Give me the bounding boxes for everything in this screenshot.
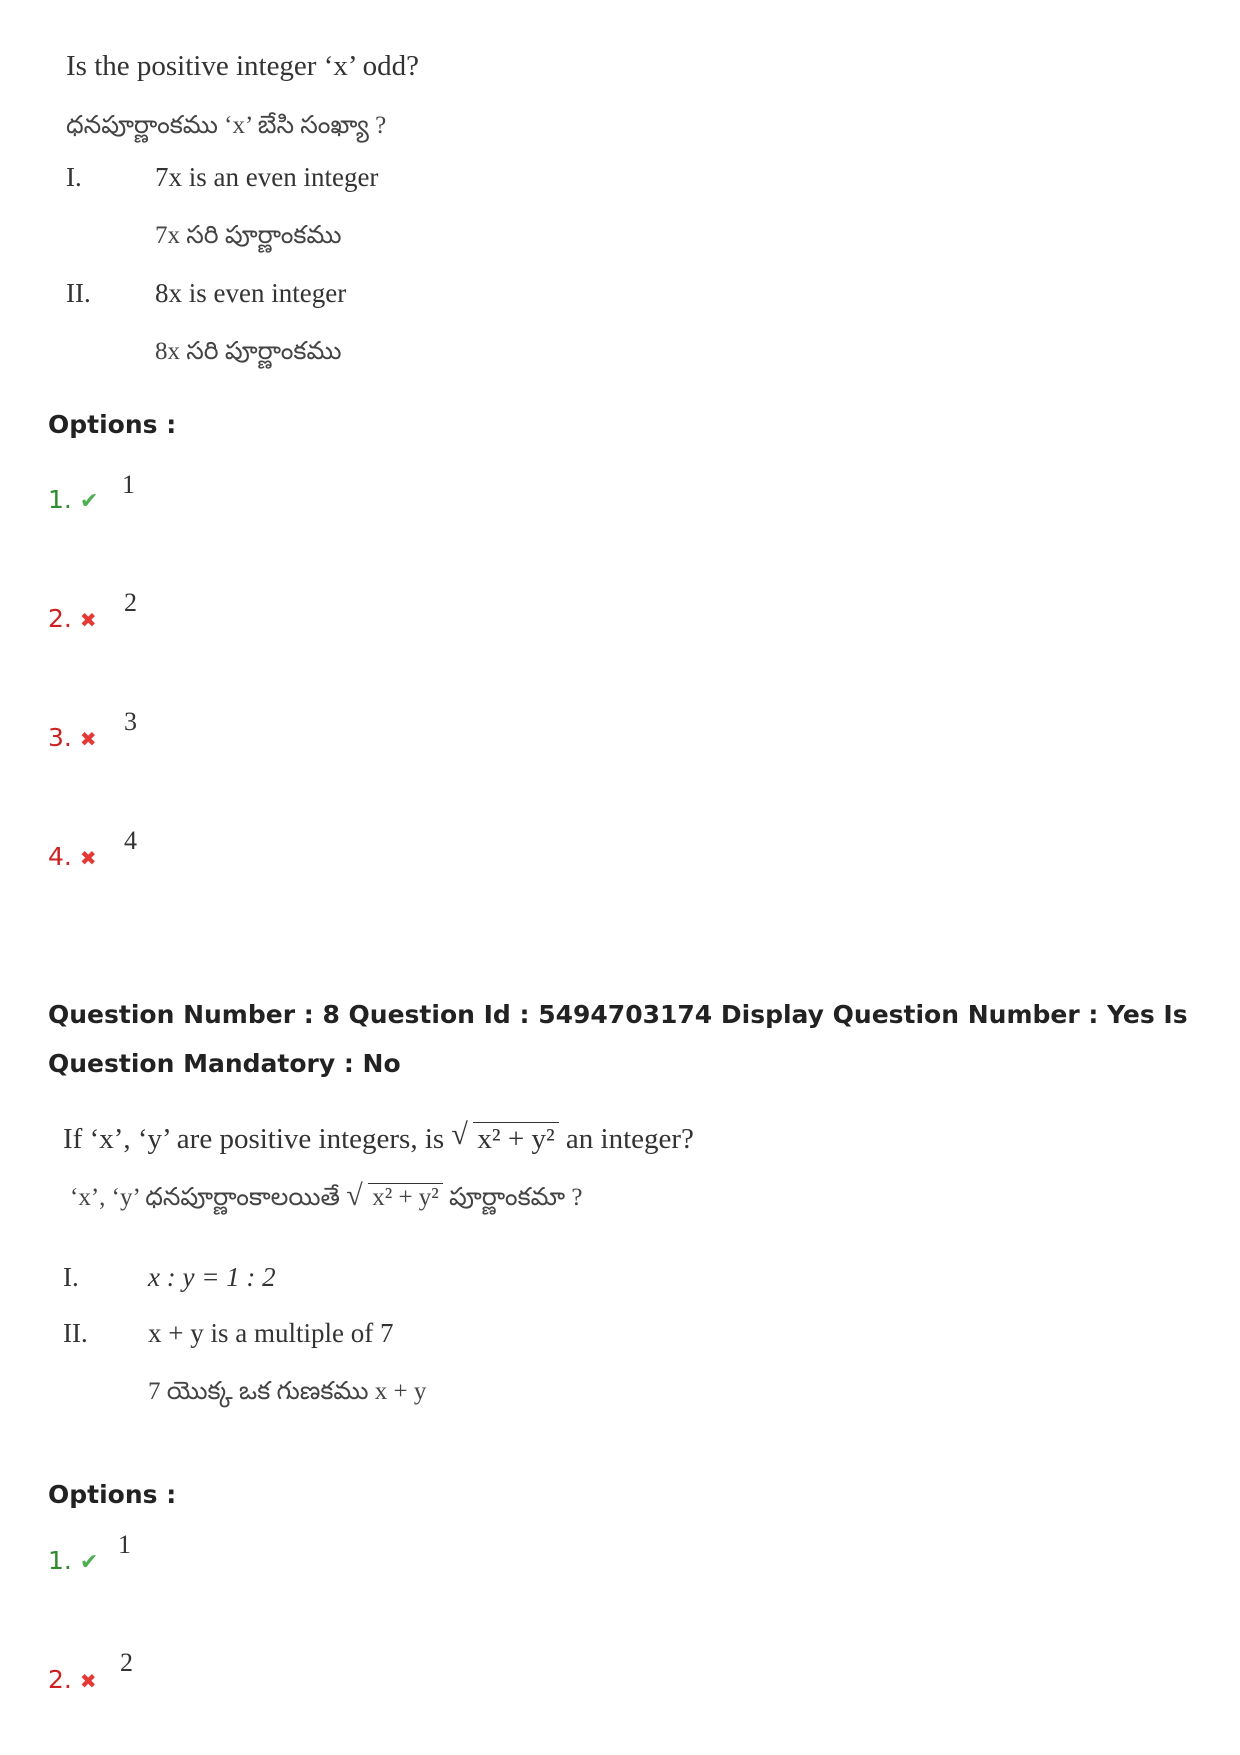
check-icon: ✔ — [79, 489, 99, 514]
option-value: 1 — [122, 470, 135, 499]
option-3[interactable] — [48, 723, 97, 752]
stem-prefix: If ‘x’, ‘y’ are positive integers, is — [63, 1123, 445, 1155]
option-value: 1 — [118, 1530, 131, 1559]
question-stem-telugu: ధనపూర్ణాంకము ‘x’ బేసి సంఖ్యా ? — [66, 112, 387, 139]
statement-number: II. — [66, 278, 91, 308]
cross-icon: ✖ — [79, 608, 97, 632]
options-title: Options : — [48, 410, 177, 439]
question-meta: Question Number : 8 Question Id : 5494703174 Display Question Number : Yes Is Question Mandatory : No — [48, 1000, 1188, 1078]
statement-telugu: 7x సరి పూర్ణాంకము — [155, 222, 342, 249]
statement-number: I. — [63, 1262, 79, 1292]
statement-telugu: 8x సరి పూర్ణాంకము — [155, 338, 342, 365]
stem-suffix: పూర్ణాంకమా ? — [449, 1184, 583, 1211]
statement-english: x + y is a multiple of 7 — [148, 1318, 394, 1348]
option-4[interactable] — [48, 842, 97, 871]
statement-telugu: 7 యొక్క ఒక గుణకము x + y — [148, 1378, 427, 1405]
question-stem-english: Is the positive integer ‘x’ odd? — [66, 50, 419, 82]
square-root-expression: √ x² + y² — [451, 1122, 558, 1156]
option-number: 2. — [48, 604, 72, 633]
radical-icon: √ — [346, 1179, 363, 1212]
statement-english: 7x is an even integer — [155, 162, 379, 192]
check-icon: ✔ — [79, 1550, 99, 1575]
option-value: 3 — [124, 707, 137, 736]
options-title: Options : — [48, 1480, 177, 1509]
stem-prefix: ‘x’, ‘y’ ధనపూర్ణాంకాలయితే — [70, 1184, 340, 1211]
option-value: 2 — [120, 1648, 133, 1677]
statement-english: 8x is even integer — [155, 278, 347, 308]
statement-english: x : y = 1 : 2 — [148, 1262, 276, 1292]
option-number: 1. — [48, 1546, 72, 1575]
option-value: 4 — [124, 826, 137, 855]
option-number: 1. — [48, 485, 72, 514]
option-number: 3. — [48, 723, 72, 752]
cross-icon: ✖ — [79, 1669, 97, 1693]
option-2[interactable] — [48, 604, 97, 633]
stem-suffix: an integer? — [565, 1123, 694, 1155]
cross-icon: ✖ — [79, 727, 97, 751]
radical-icon: √ — [451, 1118, 468, 1151]
question-stem-telugu — [70, 1179, 583, 1218]
option-value: 2 — [124, 588, 137, 617]
statement-number: II. — [63, 1318, 88, 1348]
option-number: 4. — [48, 842, 72, 871]
option-1[interactable] — [48, 1546, 98, 1575]
option-2[interactable] — [48, 1665, 97, 1694]
square-root-expression: √ x² + y² — [346, 1183, 443, 1212]
question-stem-english — [63, 1118, 694, 1156]
option-1[interactable] — [48, 485, 98, 514]
option-number: 2. — [48, 1665, 72, 1694]
cross-icon: ✖ — [79, 846, 97, 870]
statement-number: I. — [66, 162, 82, 192]
